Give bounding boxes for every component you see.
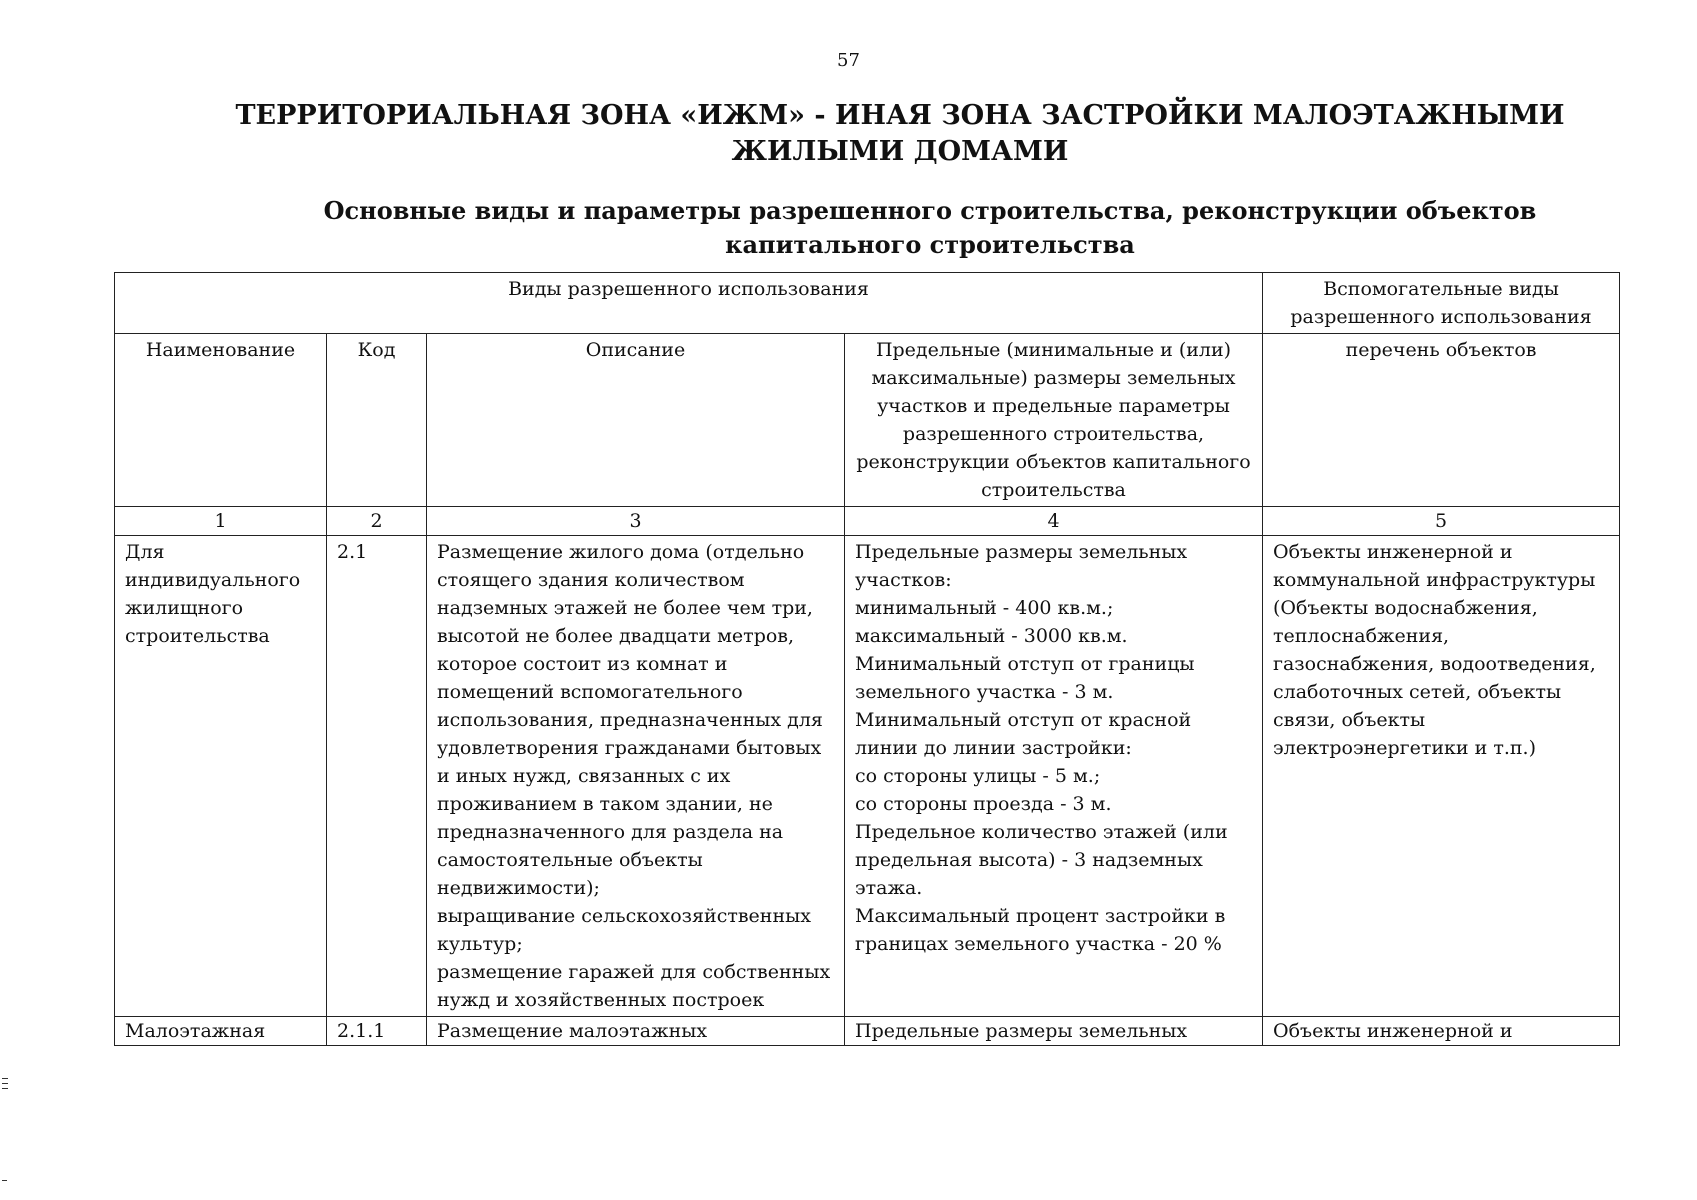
- row-objects: Объекты инженерной и коммунальной инфраструктуры (Объекты водоснабжения, теплоснабжения, газоснабжения, водоотведения, слаботочных сетей, объекты связи, объекты электроэнергетики и т.п.): [1263, 536, 1620, 1017]
- row-description: Размещение малоэтажных: [427, 1017, 845, 1046]
- scan-edge-mark: [2, 1078, 8, 1093]
- col-number: 5: [1263, 507, 1620, 536]
- scan-edge-mark: [2, 1180, 7, 1181]
- table-row: [115, 1017, 1620, 1046]
- page-number: 57: [837, 50, 860, 71]
- row-code: 2.1.1: [327, 1017, 427, 1046]
- col-number: 3: [427, 507, 845, 536]
- col-header-objects: перечень объектов: [1263, 334, 1620, 507]
- section-title: Основные виды и параметры разрешенного строительства, реконструкции объектов капитального строительства: [323, 196, 1537, 259]
- row-code: 2.1: [327, 536, 427, 1017]
- col-number: 1: [115, 507, 327, 536]
- group-header-aux: Вспомогательные виды разрешенного использования: [1263, 273, 1620, 334]
- row-name: Для индивидуального жилищного строительства: [115, 536, 327, 1017]
- row-objects: Объекты инженерной и: [1263, 1017, 1620, 1046]
- table-row: [115, 536, 1620, 1017]
- zone-title: ТЕРРИТОРИАЛЬНАЯ ЗОНА «ИЖМ» - ИНАЯ ЗОНА ЗАСТРОЙКИ МАЛОЭТАЖНЫМИ ЖИЛЫМИ ДОМАМИ: [235, 100, 1565, 167]
- group-header-row: [115, 273, 1620, 334]
- group-header-main: Виды разрешенного использования: [115, 273, 1263, 334]
- column-number-row: [115, 507, 1620, 536]
- col-number: 2: [327, 507, 427, 536]
- usage-table: [114, 272, 1620, 1046]
- row-limits: Предельные размеры земельных участков: минимальный - 400 кв.м.; максимальный - 3000 кв.м. Минимальный отступ от границы земельного участка - 3 м. Минимальный отступ от красной линии до линии застройки: со стороны улицы - 5 м.; со стороны проезда - 3 м. Предельное количество этажей (или предельная высота) - 3 надземных этажа. Максимальный процент застройки в границах земельного участка - 20 %: [845, 536, 1263, 1017]
- col-header-code: Код: [327, 334, 427, 507]
- row-description: Размещение жилого дома (отдельно стоящего здания количеством надземных этажей не более чем три, высотой не более двадцати метров, которое состоит из комнат и помещений вспомогательного использования, предназначенных для удовлетворения гражданами бытовых и иных нужд, связанных с их проживанием в таком здании, не предназначенного для раздела на самостоятельные объекты недвижимости); выращивание сельскохозяйственных культур; размещение гаражей для собственных нужд и хозяйственных построек: [427, 536, 845, 1017]
- col-number: 4: [845, 507, 1263, 536]
- column-header-row: [115, 334, 1620, 507]
- col-header-name: Наименование: [115, 334, 327, 507]
- row-limits: Предельные размеры земельных: [845, 1017, 1263, 1046]
- col-header-limits: Предельные (минимальные и (или) максимальные) размеры земельных участков и предельные параметры разрешенного строительства, реконструкции объектов капитального строительства: [845, 334, 1263, 507]
- col-header-description: Описание: [427, 334, 845, 507]
- row-name: Малоэтажная: [115, 1017, 327, 1046]
